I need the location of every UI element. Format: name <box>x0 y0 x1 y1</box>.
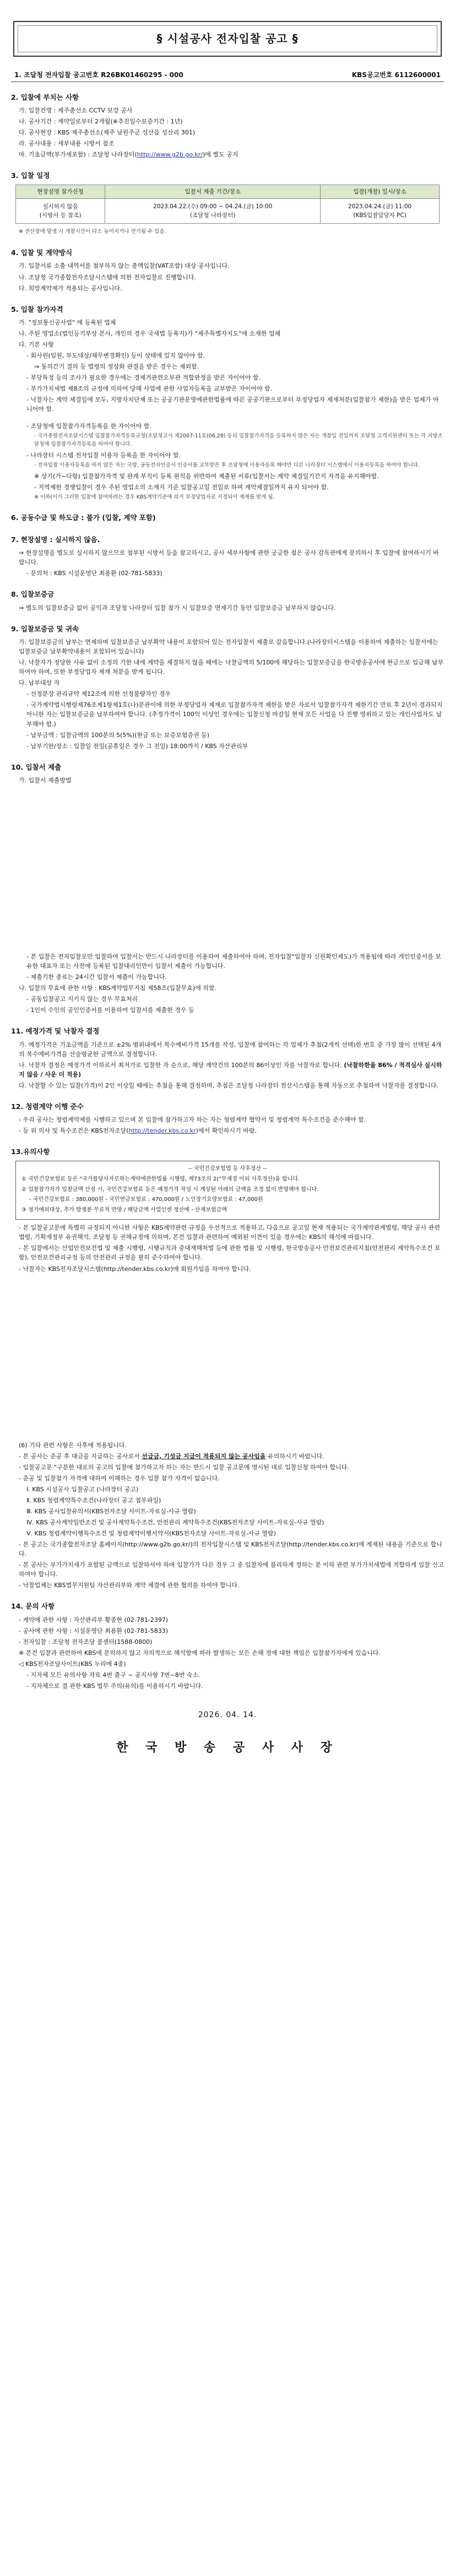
list-item: - 본 입찰에서는 산업안전보건법 및 제출 시행령, 시행규칙과 중대재해처벌 등에 관한 법률 및 시행령, 한국방송공사 안전보건관리지침(안전관리 계약특수조건 포함), 안전보건관리규정 등의 안전관리 규정을 필히 준수하여야 합니다. <box>19 1244 441 1262</box>
list-item: Ⅳ. KBS 공사계약일반조건 및 공사계약특수조건, 안전관리 계약특수조건(KBS전자조달 사이트-자료실-사규 열람) <box>26 1518 324 1526</box>
section-estimated-price <box>11 1026 444 1090</box>
list-item: - 본 입찰공고문에 특별히 규정되지 아니한 사항은 KBS계약관련 규정을 우선적으로 적용하고, 다음으로 공고일 현재 적용되는 국가계약관계법령, 해당 공사 관련 법령, 기획재정부 유권해석, 조달청 등 권해규정에 의하며, 본건 입찰과 관련하여 예외된 이견이 있을 경우에는 KBS의 해석에 따릅니다. <box>19 1224 440 1241</box>
list-item: - 입찰공고문 "구분한 대로의 공고의 입찰에 참가하고자 하는 자는 반드시 입찰 공고문에 명시된 대로 입찰신청 하여야 합니다. <box>19 1463 349 1471</box>
section-qualification <box>11 304 444 502</box>
section-bid-bond <box>11 589 444 612</box>
base-price-suffix: )에 별도 공지 <box>202 151 239 159</box>
construction-period: 나. 공사기간 : 계약일로부터 2개월(※추진일수보증기간 : 1년) <box>19 118 183 126</box>
list-item: - 공동입찰공고 지키지 않는 경우 무효처리 <box>26 995 138 1003</box>
table-cell <box>321 198 440 224</box>
table-cell <box>16 198 105 224</box>
list-item: - 나라장터 시스템 전자입찰 이용자 등록을 한 자이어야 함. <box>26 451 181 459</box>
section-title: 11. 예정가격 및 낙찰자 결정 <box>11 1027 100 1036</box>
list-item: - 낙찰자는 계약 체결일에 모두, 지방자치단체 또는 공공기관운영에관한법률에 따른 공공기관으로부터 부정당업자 제재처분(입찰참가 제한)을 받은 업체가 아니어야 함. <box>26 396 439 413</box>
integrity-suffix: )에서 확인하시기 바람. <box>196 1127 257 1135</box>
section-title: 8. 입찰보증금 <box>11 590 55 599</box>
section-precautions <box>11 1146 444 1590</box>
section-title: 2. 입찰에 부치는 사항 <box>11 93 79 101</box>
notice-box-line: ③ 정가예외대상, 추가 발생분 무료적 반영 / 해당금액 사업인센 정산예 - 산재보험금액 <box>21 1206 227 1213</box>
g2b-link[interactable]: http://www.g2b.go.kr/ <box>137 151 203 159</box>
construction-site: 다. 공사현장 : KBS 제주총선소(제주 남원주군 성산읍 성산리 301) <box>19 129 196 137</box>
section-bid-submission <box>11 762 444 1015</box>
section-joint-supply <box>11 512 444 523</box>
list-item: Ⅰ. KBS 시설공사 입찰공고 (나라장터 공고) <box>26 1485 139 1493</box>
contact-row: - 공사에 관한 사항 : 시설운영단 최용환 (02-781-5833) <box>19 1627 169 1635</box>
list-item: - 지자체으로 결 관한 KBS 법무 주의(유의)를 이용하시기 바랍니다. <box>26 1682 203 1690</box>
section-bond-attribution <box>11 624 444 751</box>
table-header: 입찰서 제출 기간/장소 <box>105 185 321 198</box>
list-item: Ⅱ. KBS 청렴계약특수조건(나라장터 공고 첨부파일) <box>26 1496 161 1504</box>
list-item: 다. 희망계약제가 적용되는 공사입니다. <box>19 284 122 292</box>
list-item: (6) 기타 관련 사항은 사후에 적용됩니다. <box>19 1441 127 1449</box>
list-item <box>11 1452 444 1461</box>
section-title: 5. 입찰 참가자격 <box>11 305 63 313</box>
list-item: 나. 주된 영업소(법인등기부상 본사, 개인의 경우 국세법 등록지)가 "제주특별자치도"에 소재한 업체 <box>19 330 281 338</box>
section-inquiry <box>11 1601 444 1691</box>
notice-box-line: - 국민건강보험료 : 380,000원 - 국민연금보험료 : 470,000원 / 노인장기요양보험료 : 47,000원 <box>29 1197 263 1203</box>
list-item: - 조달청에 입찰참가자격등록을 한 자이어야 함. <box>26 423 151 430</box>
list-item: ※ 상기(가~다항) 입찰참가자격 및 관계 부칙이 등록 원칙을 위반하여 제출된 서류(입찰서는 계약 체결일기간지 자격을 유지해야함. <box>34 472 379 480</box>
section-title: 10. 입찰서 제출 <box>11 762 62 771</box>
list-item: - 선정분장 관리규약 제12조에 의한 선정불량자인 경우 <box>26 690 171 698</box>
section-title: 9. 입찰보증금 및 귀속 <box>11 624 79 633</box>
schedule-table <box>15 185 440 224</box>
section-bid-items <box>11 92 444 160</box>
list-item: - 납부금액 : 입찰금액의 100분의 5(5%)(현금 또는 보증보험증권 등) <box>26 731 210 739</box>
signer: 한 국 방 송 공 사 사 장 <box>116 1740 339 1755</box>
winner-rule-emphasis: (낙찰하한율 86% / 적격심사 실시하지 않음 / 사운 더 적용) <box>19 1061 442 1078</box>
section-title: 13.유의사항 <box>11 1148 50 1156</box>
insurance-notice-box <box>15 1161 440 1220</box>
list-item: ◁ KBS전자조달사이트(KBS 누리에 4종) <box>19 1660 126 1668</box>
title-box <box>13 21 442 57</box>
list-item: - 1인이 수인의 공인인증서를 이용하여 입찰서를 제출한 경우 등 <box>26 1006 194 1014</box>
list-item: - 문의처 : KBS 시설운영단 최용환 (02-781-5833) <box>26 570 162 577</box>
list-item: 가. 입찰서류 소출 내역서를 첨부하지 않는 총액입찰(VAT포함) 대상 공사입니다. <box>19 262 230 270</box>
cell-line: (시방서 등 참조) <box>39 212 82 219</box>
list-item: ⇒ 현장설명을 별도로 실시하지 않으므로 첨부된 시방서 등을 참고하시고, 공사 세부사항에 관한 궁금한 점은 공사 감독관에게 문의하시 후 입찰에 참여하시기 바랍니다. <box>19 549 439 566</box>
list-item <box>11 1126 444 1135</box>
list-item: - 낙찰업체는 KBS법무지원팀 자산관리부와 계약 체결에 관한 협의를 하여야 합니다. <box>19 1582 240 1589</box>
cell-line: 2023.04.22.(수) 09:00 ~ 04.24.(금) 10:00 <box>153 203 273 210</box>
list-item: - 준공 및 입찰참가 자격에 대하여 이해하는 경우 입찰 참가 자격이 없습니다. <box>19 1474 220 1482</box>
table-header: 입찰(개찰) 일시/장소 <box>321 185 440 198</box>
table-cell <box>105 198 321 224</box>
list-item: - 본 공사는 부가가치세가 포함된 금액으로 입찰하셔야 하며 입찰가가 다른 경우 그 중 입찰자에 불리하게 정하는 분 이하 관련 부가가치세법에 적합하게 입찰 신고하여야 합니다. <box>19 1561 444 1578</box>
section-contract-method <box>11 247 444 293</box>
list-item: - 낙찰자는 KBS전자조달시스템(http://tender.kbs.co.kr)에 회원가입을 하여야 합니다. <box>19 1265 251 1273</box>
section-site-briefing <box>11 534 444 578</box>
contact-row: - 계약에 관한 사항 : 자산관리부 황종현 (02-781-2397) <box>19 1616 169 1623</box>
list-item: 나. 입찰의 무효에 관한 사항 : KBS계약업무지침 제58조(입찰무효)에 의함. <box>19 984 217 992</box>
bid-name: 가. 입찰건명 : 제주총선소 CCTV 보강 공사 <box>19 106 133 114</box>
list-item: 가. "정보통신공사업" 에 등록된 업체 <box>19 318 116 326</box>
list-item: ※ 이하(이가 그러한 입찰에 참여하려는 경우 KBS계약기준에 의거 부정당업자로 지정되어 제재를 받게 됨. <box>34 494 275 500</box>
list-item: 나. 낙찰자가 정당한 사유 없이 소정의 기한 내에 계약을 체결하지 않을 때에는 낙찰금액의 5/100에 해당하는 입찰보증금을 한국방송공사에 현금으로 입금해 납부하여야 하며, 또한 부정당업자 제재 처분을 받게 됩니다. <box>19 659 444 676</box>
section-title: 6. 공동수급 및 하도급 : 불가 (입찰, 계약 포함) <box>11 513 156 522</box>
list-item: - 부가가치세법 제8조의 규정에 의하여 당해 사업에 관한 사업자등록을 교부받은 자이어야 함. <box>26 385 273 393</box>
list-item: Ⅴ. KBS 청렴계약이행특수조건 및 청렴계약이행서약서(KBS전자조달 사이트-자료실-사규 열람) <box>26 1529 276 1537</box>
cell-line: 2023.04.24.(금) 11:00 <box>348 203 412 210</box>
section-title: 4. 입찰 및 계약방식 <box>11 248 73 257</box>
list-item: ※ 본건 입찰과 관련하여 KBS에 문의하지 않고 자의적으로 해석함에 따라 발생하는 모든 손해 정에 대한 책임은 입찰참가자에게 있습니다. <box>19 1649 381 1657</box>
cell-line: 실시하지 않음 <box>42 203 78 210</box>
list-item: - 우리 공사는 청렴계약제를 시행하고 있으며 본 입찰에 참가하고자 하는 자는 청렴계약 협약서 및 청렴계약 특수조건을 준수해야 함. <box>19 1116 366 1124</box>
list-item <box>11 1060 444 1079</box>
cell-line: (KBS입찰담당자 PC) <box>353 212 407 219</box>
procurement-notice-number: 1. 조달청 전자입찰 공고번호 R26BK01460295 - 000 <box>14 71 183 79</box>
list-item: - 지역제한 경쟁입찰이 경우 주된 영업소의 소재지 기준 입찰공고일 전일로 하며 계약체결일까지 유지 되어야 함. <box>34 483 329 491</box>
list-item: 가. 예정가격은 기초금액을 기준으로 ±2% 범위내에서 복수예비가격 15개를 작성, 입찰에 참여하는 각 업체가 추첨(2개씩 선택)한 번호 중 가장 많이 선택된 4개의 복수예비가격을 산술평균한 금액으로 결정합니다. <box>19 1041 442 1058</box>
section-title: 12. 청렴계약 이행 준수 <box>11 1102 84 1111</box>
base-price <box>11 150 444 159</box>
notice-box-line: ① 국민건강보험료 등은 "국가를당사자로하는계약에관한법률 시행령, 제73조의 2("무재경 이외 사후정산)을 합니다. <box>21 1176 300 1183</box>
list-item: 다. 낙찰할 수 있는 입찰(가격)이 2인 이상일 때에는 추첨을 통해 결정하며, 추첨은 조달청 나라장터 전산시스템을 통해 자동으로 추첨하여 낙찰자를 결정합니다. <box>19 1081 438 1089</box>
list-item: 나. 조달청 국가종합전자조달시스템에 의한 전자입찰로 진행합니다. <box>19 273 197 281</box>
payment-emphasis: 선급금, 기성금 지급이 적용되지 않는 공사임을 <box>142 1452 266 1460</box>
list-item: - 부당특정 등의 조사가 필요한 경우에는 경제거관련오부관 적합판정을 받은 자이어야 함. <box>26 374 261 382</box>
construction-content: 라. 공사내용 : 세부내용 시방서 참조 <box>19 140 115 148</box>
list-item: ⇒ 별도의 입찰보증금 없이 공익과 조달청 나라장터 입찰 참가 시 입찰보증 면제기간 동안 입찰보증금 납부하지 않습니다. <box>19 604 336 611</box>
section-title: 3. 입찰 일정 <box>11 171 50 180</box>
payment-text: - 본 공사는 준공 후 대금을 지급하는 공사로서 <box>19 1452 142 1460</box>
list-item: 가. 입찰서 제출방법 <box>19 777 72 784</box>
list-item: - 지자체 모든 유의사항 자료 4번 출구 ~ 공지사항 7번~8번 숙소. <box>26 1671 201 1679</box>
notice-date: 2026. 04. 14. <box>198 1710 257 1719</box>
list-item: ⇒ 동의간기 결의 등 법령의 정상화 판결을 받은 경우는 제외함. <box>34 363 199 371</box>
schedule-note: ※ 전산장애 발생 시 개찰시간이 다소 늦어지거나 연기될 수 있음. <box>19 229 166 235</box>
list-item: Ⅲ. KBS 공사입찰유의서(KBS전자조달 사이트-자료실-사규 열람) <box>26 1507 196 1515</box>
list-item: - 본 입찰은 전자입찰로만 입찰하여 입찰서는 반드시 나라장터를 이용하여 제출하여야 하며, 전자입찰"입찰자 신원확인제도)가 적용됨에 따라 개인인증서를 보유한 대표자 또는 사전에 등록된 입찰대리인만이 입찰서 제출이 가능합니다. <box>26 953 441 970</box>
notice-box-line: ② 입찰참가자가 입찰금액 산정 시, 국민건강보험료 등은 예정가격 작성 시 계상된 아래의 금액을 조정 없이 반영해야 합니다. <box>21 1186 319 1193</box>
list-item: - 회사원(임원, 부도대상/채무변경확인) 등이 상태에 있지 않아야 함. <box>26 352 205 360</box>
list-item: 다. 기본 사항 <box>19 341 54 349</box>
section-integrity-contract <box>11 1101 444 1135</box>
page-title: § 시설공사 전자입찰 공고 § <box>18 25 437 52</box>
list-item: 가. 입찰보증금의 납부는 면제하며 입찰보증금 납부확약 내용이 포함되어 있는 전자입찰서 제출로 갈음합니다.(나라장터시스템을 이용하여 제출하는 입찰서에는 입찰보증금 납부확약내용이 포함되어 있습니다) <box>19 638 438 656</box>
blank-area <box>11 787 444 952</box>
blank-area <box>11 1275 444 1441</box>
cell-line: (조달청 나라장터) <box>189 212 236 219</box>
payment-suffix: 유의하시기 바랍니다. <box>266 1452 324 1460</box>
table-header: 현장설명 참가신청 <box>16 185 105 198</box>
kbs-tender-link[interactable]: http://tender.kbs.co.kr <box>128 1127 196 1135</box>
kbs-notice-number: KBS공고번호 6112600001 <box>351 71 441 79</box>
list-item: - 전자입찰 이용자등록을 하지 않은 자는 국방, 공동전자인증서 인증서를 교부받은 후 조달청에 이용자등록 해야만 다른 나라장터 시스템에서 이용자등록을 하여야 합니다. <box>34 462 420 468</box>
section-schedule <box>11 170 444 236</box>
notice-number-row <box>11 70 444 80</box>
list-item: 다. 납부대상 자 <box>19 679 60 687</box>
list-item: - 제출기한 종료는 24시간 입찰서 제출이 가능합니다. <box>26 973 167 981</box>
list-item: - 국가계약법시행령제76조제1항제1호(나)분관이에 의한 부정당업자 제재로 입찰참가자격 제한을 받은 자로서 입찰참가자격 제한기간 만료 후 2년이 경과되지 아니한 자는 입찰보증금을 납부하여야 합니다. (추정가격이 100억 이상인 경우에는 입찰신청 마감일 현재 모든 사업을 다 진행 영위하고 있는 개인사업자도 납부해야 함.) <box>26 701 443 728</box>
base-price-text: 마. 기초금액(부가세포함) : 조달청 나라장터( <box>19 151 137 159</box>
notice-box-title: -- 국민건강보험법 등 사후정산 -- <box>188 1165 267 1172</box>
contact-row: - 전자입찰 : 조달청 전자조달 콜센터(1588-0800) <box>19 1638 153 1646</box>
integrity-text: - 등 위 의사 및 특수조건은 KBS전자조달( <box>19 1127 129 1135</box>
list-item: - 국가종합전자조달시스템 입찰참가자격등록규정(조달청고시 제2007-11호(06.28) 등의 입찰참가자격을 등록하지 않은 자는 개찰일 전일까지 조달청 고객지원센터 또는 각 지방조달청에 입찰참가자격등록을 하여야 합니다. <box>34 433 443 448</box>
section-title: 14. 문의 사항 <box>11 1602 55 1611</box>
section-title: 7. 현장설명 : 실시하지 않음. <box>11 535 100 544</box>
list-item: - 납부기한/장소 : 입찰일 전일(공휴일은 경우 그 전일) 18:00까지 / KBS 자산관리부 <box>26 742 248 750</box>
winner-rule-text: 나. 낙찰자 결정은 예정가격 이하로서 최저가로 입찰한 자 순으로, 해당 계약건의 100분의 86이상인 자를 낙찰자로 합니다. <box>19 1061 344 1069</box>
list-item: - 본 공고는 국가종합전자조달 홈페이지(http://www.g2b.go.kr/)의 전자입찰시스템 및 KBS전자조달(http://tender.kbs.co.kr)에 게재된 내용을 기준으로 합니다. <box>19 1540 442 1558</box>
